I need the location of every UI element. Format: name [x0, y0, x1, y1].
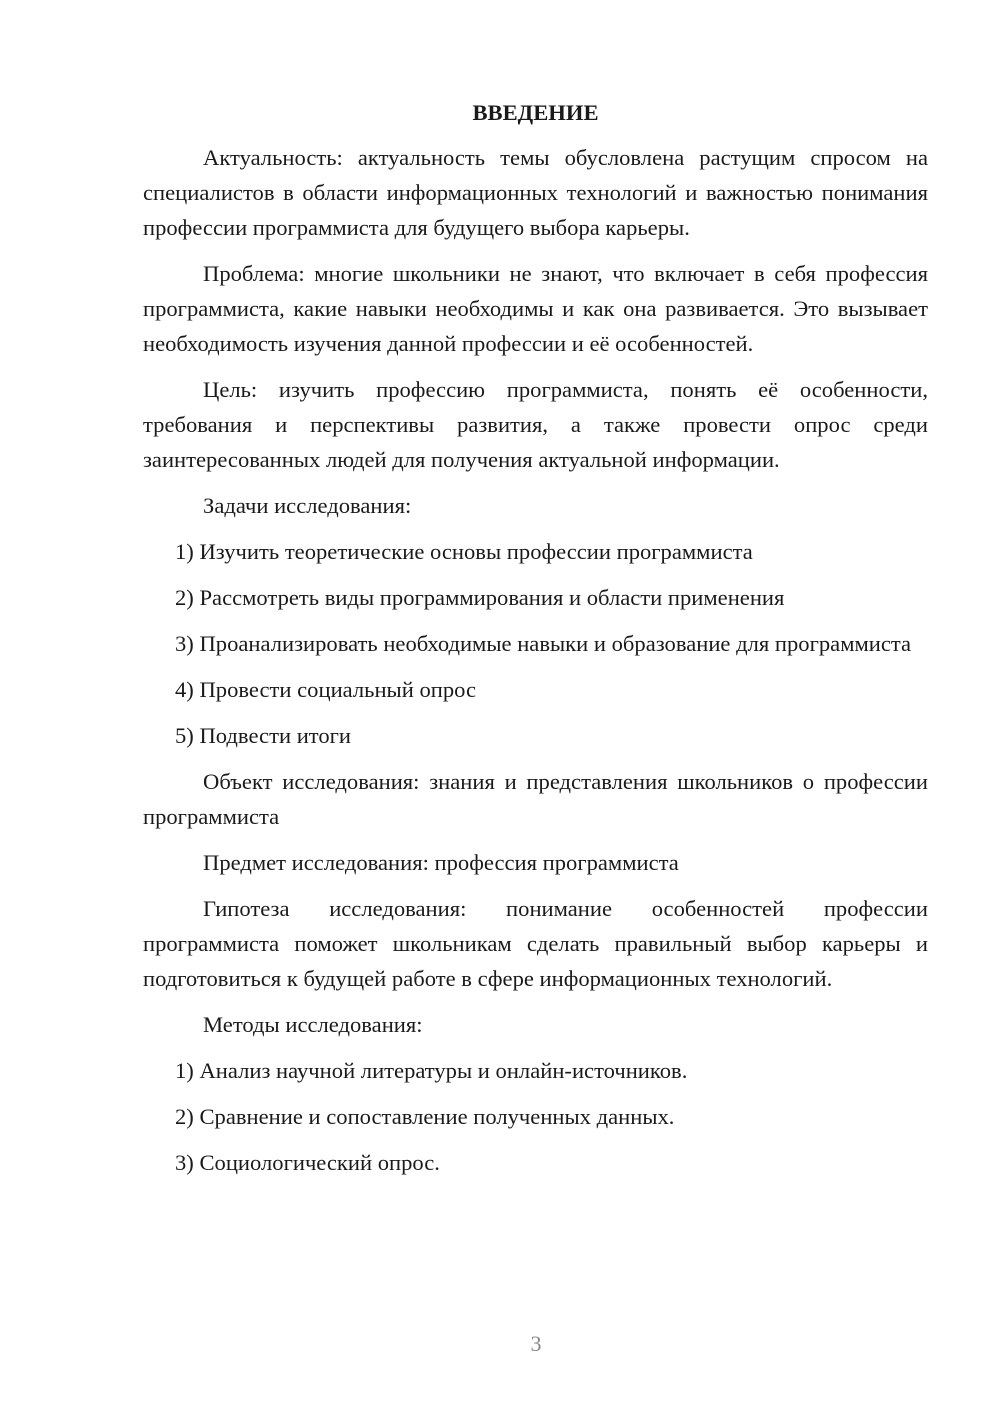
document-page — [143, 95, 928, 1191]
goal-paragraph: Цель: изучить профессию программиста, понять её особенности, требования и перспективы развития, а также провести опрос среди заинтересованных людей для получения актуальной информации. — [143, 377, 928, 472]
task-item-2: 2) Рассмотреть виды программирования и области применения — [175, 585, 785, 610]
methods-heading: Методы исследования: — [203, 1012, 423, 1037]
task-item-4: 4) Провести социальный опрос — [175, 677, 477, 702]
problem-paragraph: Проблема: многие школьники не знают, что включает в себя профессия программиста, какие навыки необходимы и как она развивается. Это вызывает необходимость изучения данной профессии и её особенностей. — [143, 261, 928, 356]
relevance-paragraph: Актуальность: актуальность темы обусловлена растущим спросом на специалистов в области информационных технологий и важностью понимания профессии программиста для будущего выбора карьеры. — [143, 145, 928, 240]
method-item-3: 3) Социологический опрос. — [175, 1150, 440, 1175]
page-number: 3 — [530, 1331, 542, 1356]
tasks-heading: Задачи исследования: — [203, 493, 412, 518]
subject-paragraph: Предмет исследования: профессия программиста — [203, 850, 679, 875]
section-title: ВВЕДЕНИЕ — [472, 100, 599, 125]
object-paragraph: Объект исследования: знания и представления школьников о профессии программиста — [143, 769, 928, 829]
method-item-2: 2) Сравнение и сопоставление полученных данных. — [175, 1104, 675, 1129]
hypothesis-paragraph: Гипотеза исследования: понимание особенностей профессии программиста поможет школьникам сделать правильный выбор карьеры и подготовиться к будущей работе в сфере информационных технологий. — [143, 896, 928, 991]
task-item-1: 1) Изучить теоретические основы профессии программиста — [175, 539, 753, 564]
task-item-5: 5) Подвести итоги — [175, 723, 352, 748]
task-item-3: 3) Проанализировать необходимые навыки и образование для программиста — [175, 631, 912, 656]
method-item-1: 1) Анализ научной литературы и онлайн-источников. — [175, 1058, 688, 1083]
